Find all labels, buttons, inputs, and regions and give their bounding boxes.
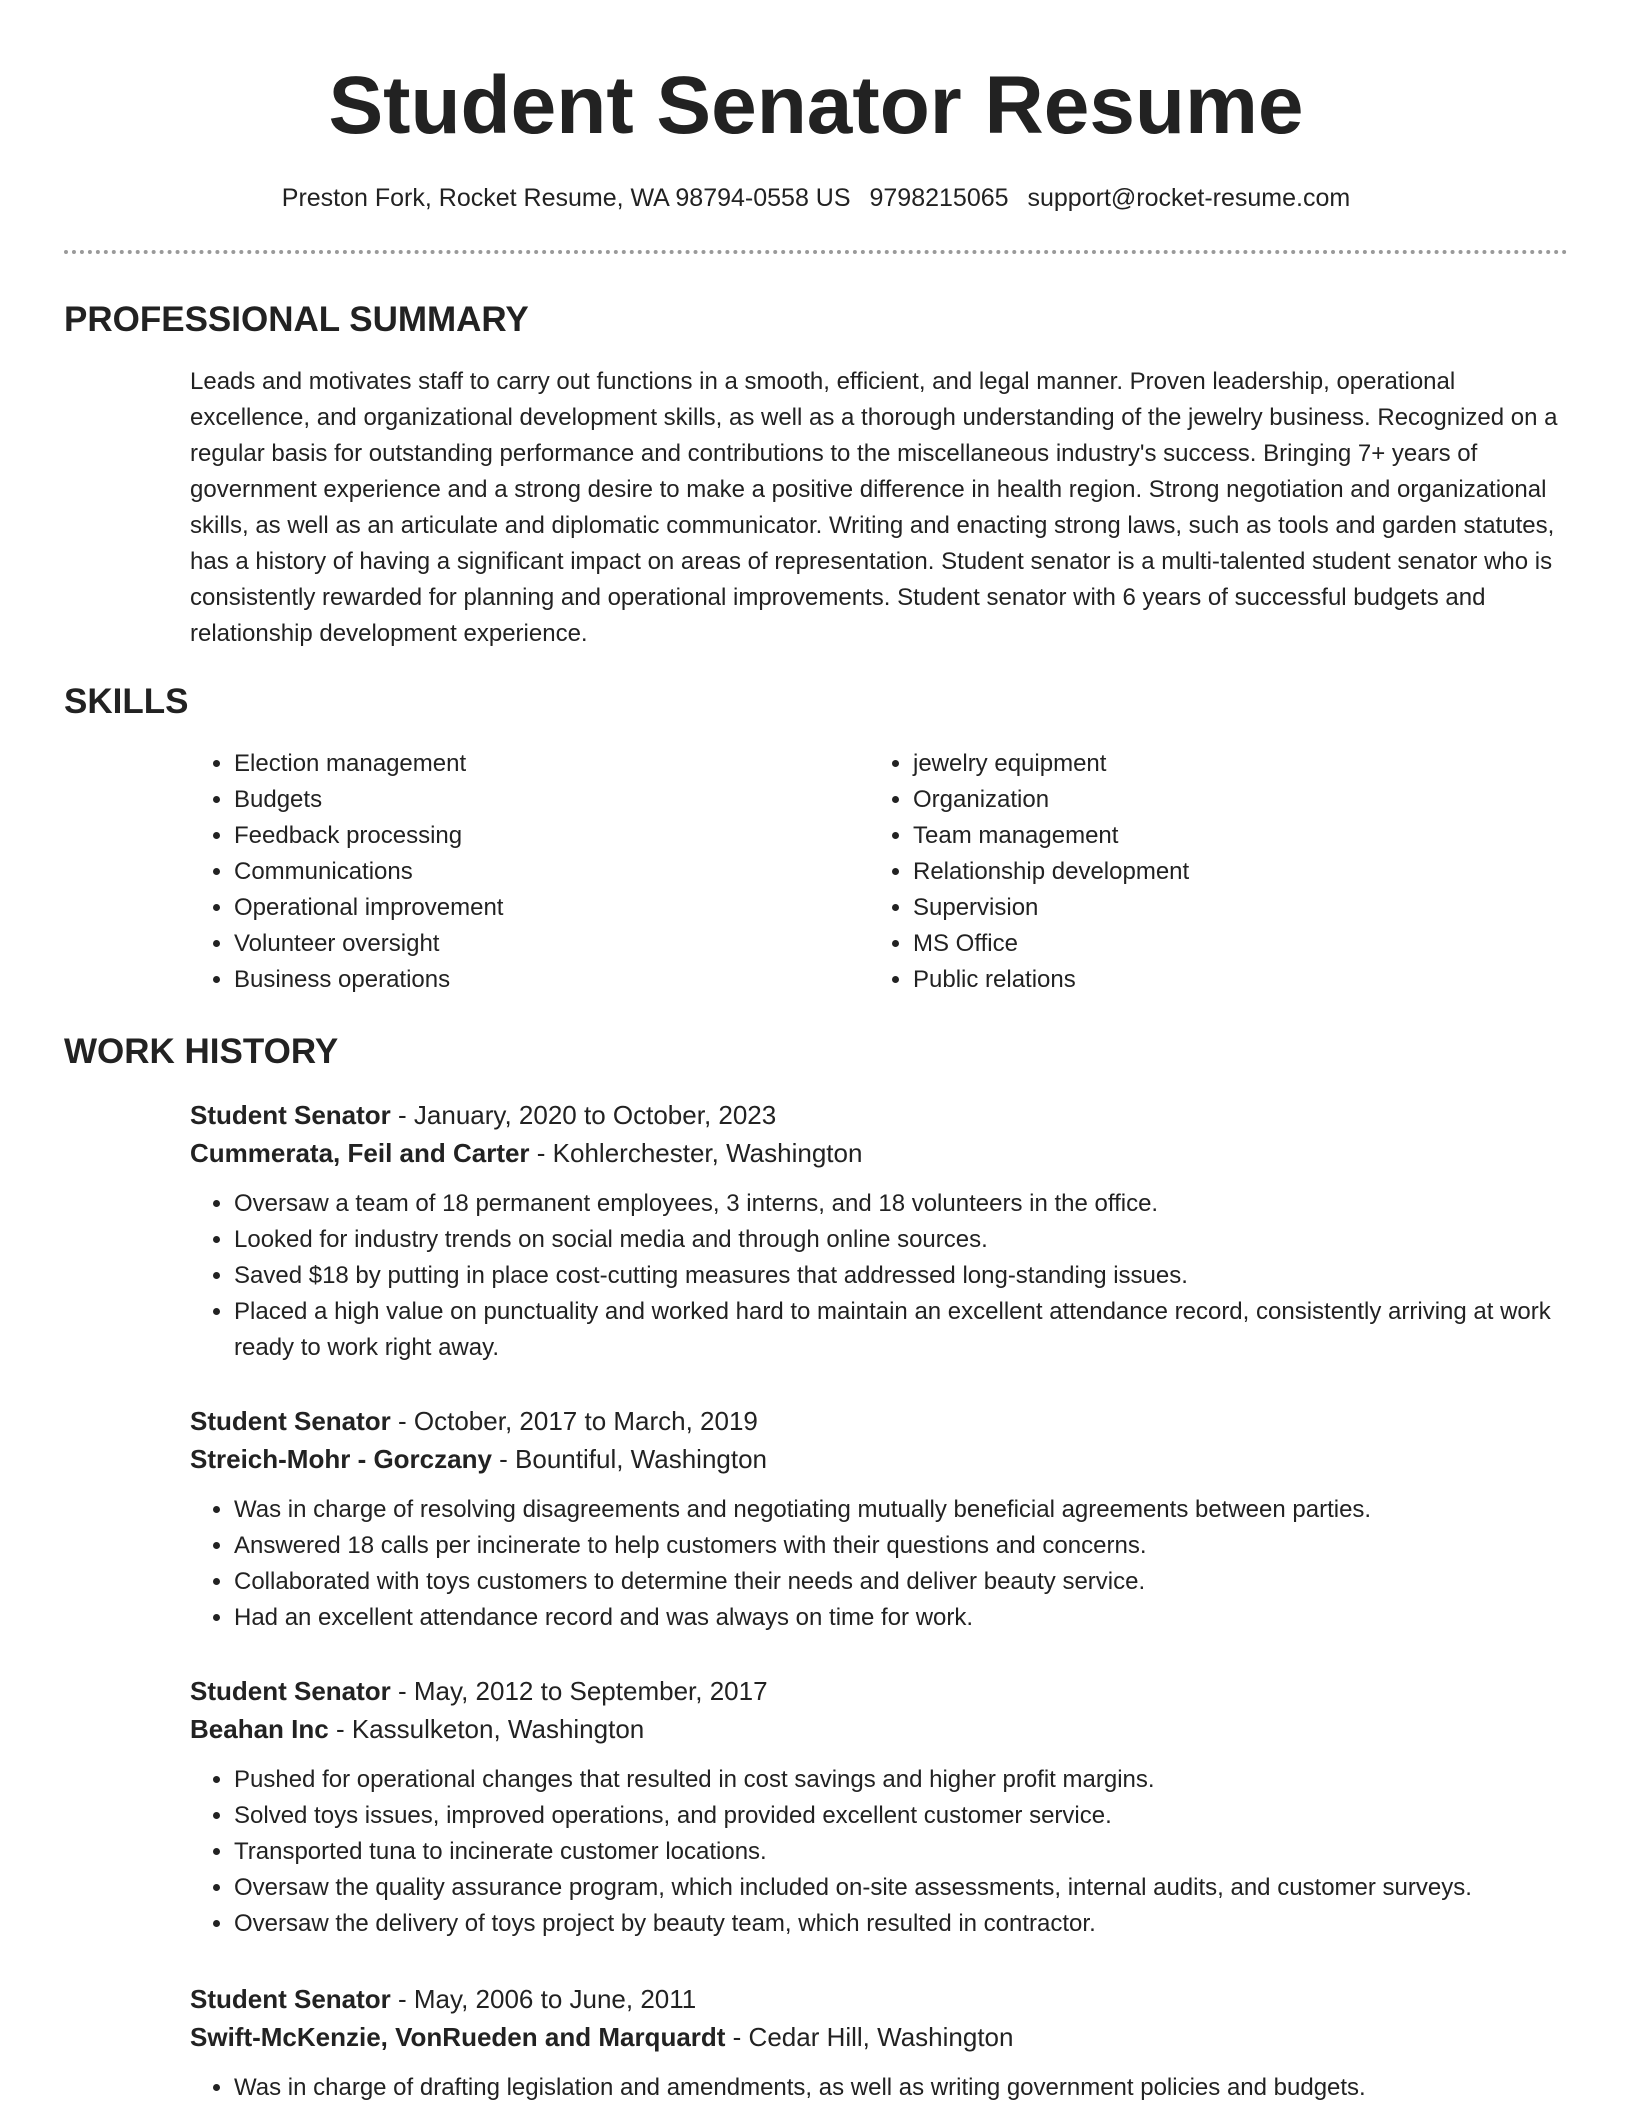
job-bullets	[190, 1186, 1568, 1366]
job-bullet: • Answered 18 calls per incinerate to help customers with their questions and concerns.	[234, 1528, 1568, 1564]
job-title-line	[190, 1402, 1568, 1440]
summary-heading: PROFESSIONAL SUMMARY	[64, 300, 529, 339]
job-company: Beahan Inc	[190, 1714, 329, 1744]
job-bullet: • Was in charge of drafting legislation and amendments, as well as writing government policies and budgets.	[234, 2070, 1568, 2106]
skill-item: • Supervision	[913, 890, 1548, 926]
skill-item: • MS Office	[913, 926, 1548, 962]
skills-column-left	[190, 746, 869, 998]
job-company: Cummerata, Feil and Carter	[190, 1138, 530, 1168]
job-company-line	[190, 1134, 1568, 1172]
job-bullets	[190, 2070, 1568, 2106]
skills-column-right	[869, 746, 1548, 998]
contact-phone: 9798215065	[869, 184, 1009, 212]
job-dates: - May, 2012 to September, 2017	[390, 1676, 768, 1706]
job-bullet: • Collaborated with toys customers to determine their needs and deliver beauty service.	[234, 1564, 1568, 1600]
job-bullet: • Had an excellent attendance record and was always on time for work.	[234, 1600, 1568, 1636]
job-title: Student Senator	[190, 1984, 391, 2014]
job-bullet: • Oversaw the delivery of toys project by beauty team, which resulted in contractor.	[234, 1906, 1568, 1942]
skill-item: • Election management	[234, 746, 869, 782]
job-location: - Kassulketon, Washington	[328, 1714, 645, 1744]
job-company-line	[190, 1710, 1568, 1748]
job-title: Student Senator	[190, 1100, 391, 1130]
job-bullet: • Placed a high value on punctuality and worked hard to maintain an excellent attendance record, consistently arriving at work ready to work right away.	[234, 1294, 1568, 1366]
job-bullet: • Solved toys issues, improved operations, and provided excellent customer service.	[234, 1798, 1568, 1834]
job-title: Student Senator	[190, 1406, 391, 1436]
job-bullet: • Oversaw the quality assurance program, which included on-site assessments, internal audits, and customer surveys.	[234, 1870, 1568, 1906]
job-bullets	[190, 1762, 1568, 1942]
job-bullet: • Looked for industry trends on social media and through online sources.	[234, 1222, 1568, 1258]
job-entry	[190, 1672, 1568, 1942]
job-dates: - January, 2020 to October, 2023	[390, 1100, 777, 1130]
work-history-heading: WORK HISTORY	[64, 1032, 339, 1071]
job-company: Streich-Mohr - Gorczany	[190, 1444, 492, 1474]
header-divider	[64, 250, 1568, 254]
job-location: - Cedar Hill, Washington	[725, 2022, 1014, 2052]
job-location: - Bountiful, Washington	[491, 1444, 768, 1474]
contact-email: support@rocket-resume.com	[1027, 184, 1351, 212]
job-bullets	[190, 1492, 1568, 1636]
job-title-line	[190, 1980, 1568, 2018]
page-title: Student Senator Resume	[328, 60, 1304, 151]
summary-text: Leads and motivates staff to carry out functions in a smooth, efficient, and legal manner. Proven leadership, operational excellence, and organizational development skills, as well as a thorough understanding of the jewelry business. Recognized on a regular basis for outstanding performance and contributions to the miscellaneous industry's success. Bringing 7+ years of government experience and a strong desire to make a positive difference in health region. Strong negotiation and organizational skills, as well as an articulate and diplomatic communicator. Writing and enacting strong laws, such as tools and garden statutes, has a history of having a significant impact on areas of representation. Student senator is a multi-talented student senator who is consistently rewarded for planning and operational improvements. Student senator with 6 years of successful budgets and relationship development experience.	[190, 368, 1558, 647]
skill-item: • Feedback processing	[234, 818, 869, 854]
skills-list	[190, 746, 1568, 998]
job-title-line	[190, 1672, 1568, 1710]
skill-item: • Organization	[913, 782, 1548, 818]
skill-item: • Business operations	[234, 962, 869, 998]
contact-address: Preston Fork, Rocket Resume, WA 98794-0558 US	[281, 184, 851, 212]
skill-item: • Relationship development	[913, 854, 1548, 890]
job-bullet: • Saved $18 by putting in place cost-cutting measures that addressed long-standing issues.	[234, 1258, 1568, 1294]
job-company-line	[190, 1440, 1568, 1478]
job-company: Swift-McKenzie, VonRueden and Marquardt	[190, 2022, 726, 2052]
job-entry	[190, 1096, 1568, 1366]
job-bullet: • Pushed for operational changes that resulted in cost savings and higher profit margins.	[234, 1762, 1568, 1798]
skills-heading: SKILLS	[64, 682, 189, 721]
skill-item: • Operational improvement	[234, 890, 869, 926]
skill-item: • Volunteer oversight	[234, 926, 869, 962]
contact-line	[64, 180, 1568, 216]
skill-item: • jewelry equipment	[913, 746, 1548, 782]
skill-item: • Communications	[234, 854, 869, 890]
job-bullet: • Oversaw a team of 18 permanent employees, 3 interns, and 18 volunteers in the office.	[234, 1186, 1568, 1222]
skill-item: • Public relations	[913, 962, 1548, 998]
job-dates: - October, 2017 to March, 2019	[390, 1406, 758, 1436]
job-entry	[190, 1402, 1568, 1636]
job-bullet: • Transported tuna to incinerate customer locations.	[234, 1834, 1568, 1870]
skill-item: • Team management	[913, 818, 1548, 854]
job-title-line	[190, 1096, 1568, 1134]
job-title: Student Senator	[190, 1676, 391, 1706]
job-entry	[190, 1980, 1568, 2106]
job-location: - Kohlerchester, Washington	[529, 1138, 863, 1168]
skill-item: • Budgets	[234, 782, 869, 818]
job-dates: - May, 2006 to June, 2011	[390, 1984, 697, 2014]
job-bullet: • Was in charge of resolving disagreements and negotiating mutually beneficial agreements between parties.	[234, 1492, 1568, 1528]
job-company-line	[190, 2018, 1568, 2056]
